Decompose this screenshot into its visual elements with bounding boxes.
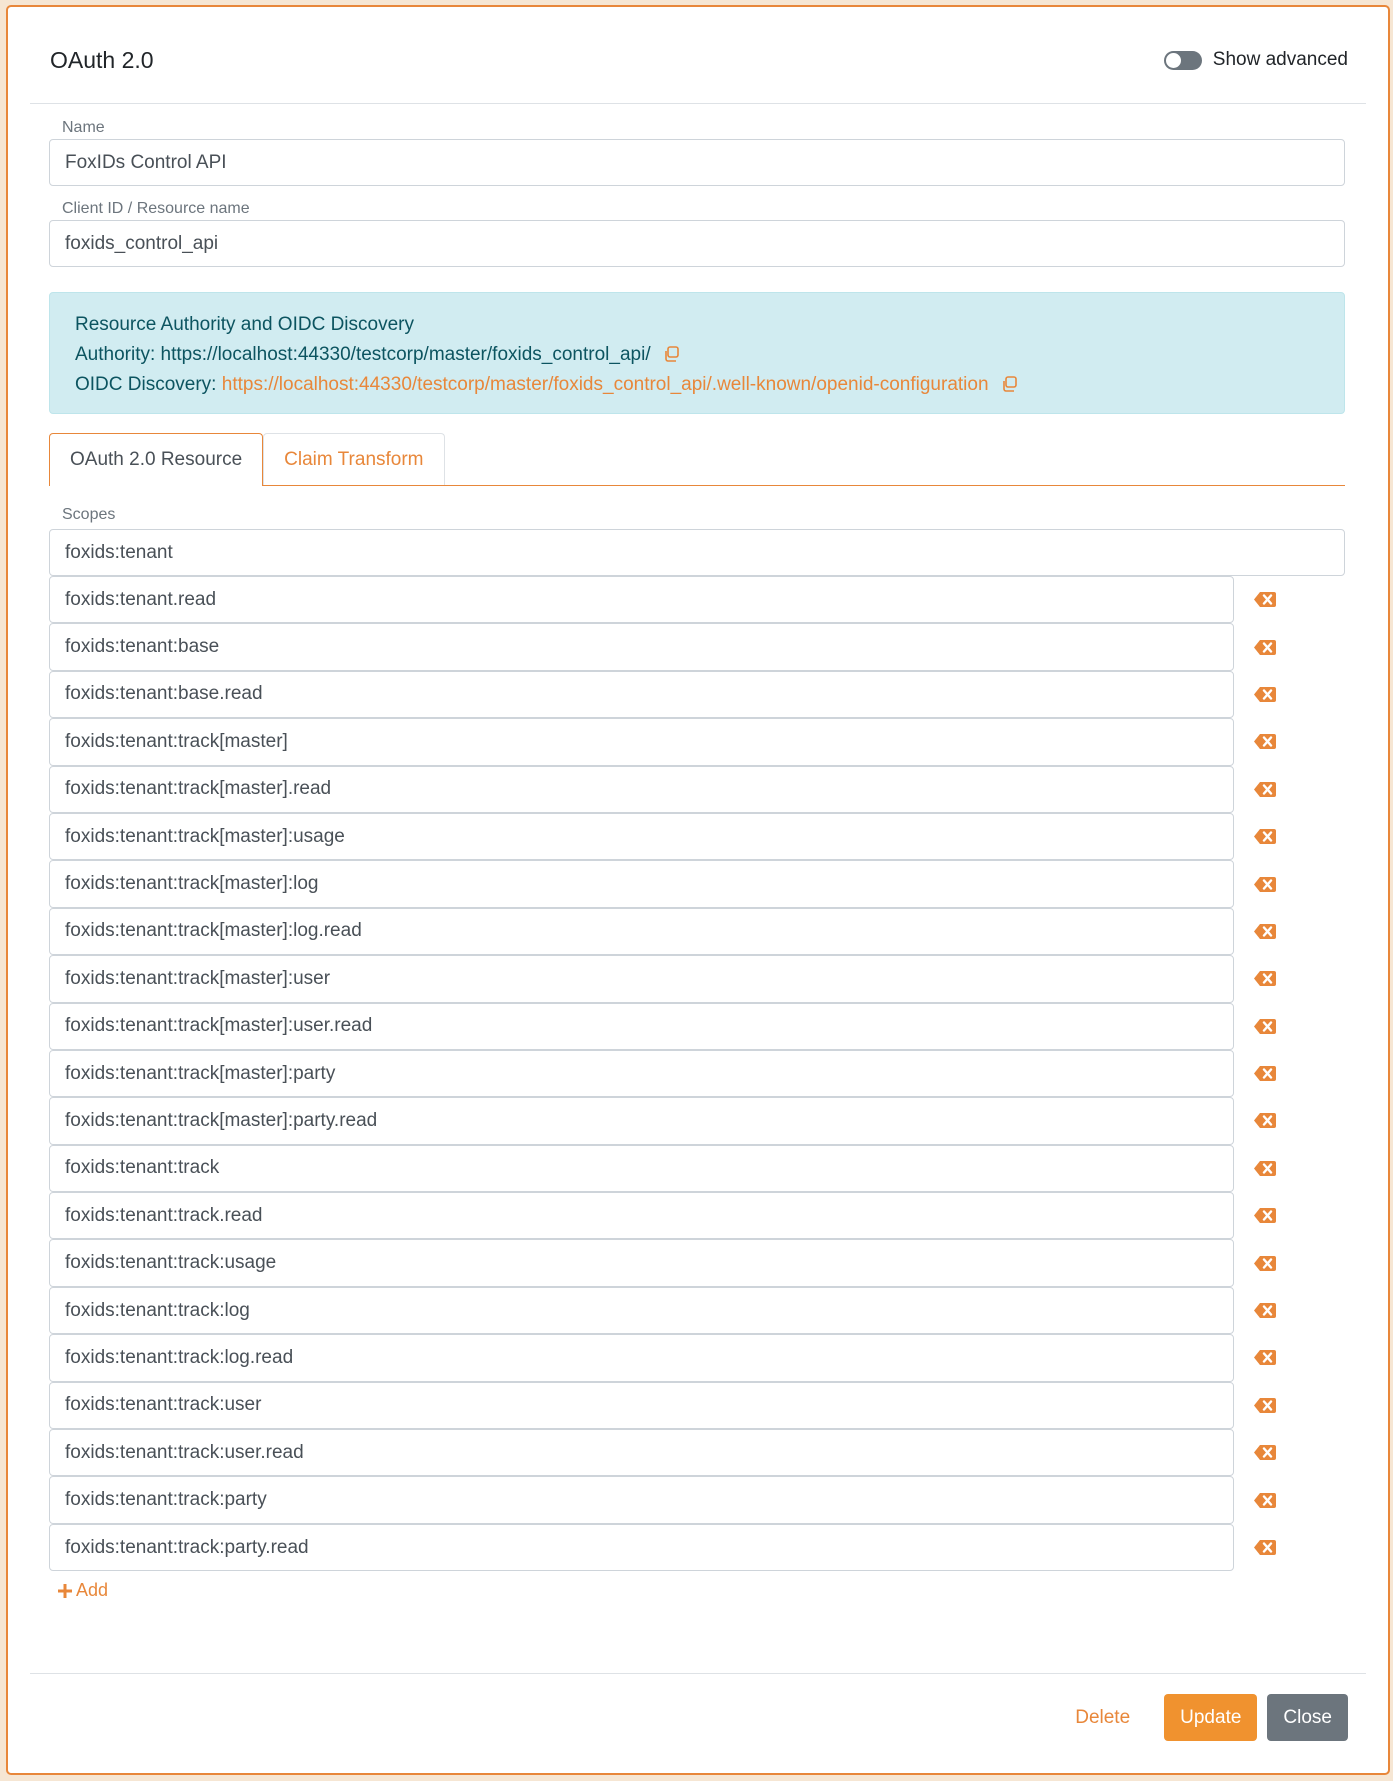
scope-input-first[interactable]: foxids:tenant <box>49 529 1345 576</box>
scope-input[interactable]: foxids:tenant:track[master]:usage <box>49 813 1234 860</box>
scope-row <box>49 1097 1345 1144</box>
name-input[interactable]: FoxIDs Control API <box>49 139 1345 186</box>
scope-row <box>49 766 1345 813</box>
name-field-group <box>49 117 1345 186</box>
authority-line <box>75 340 1319 370</box>
backspace-x-icon[interactable] <box>1254 687 1276 702</box>
scope-input[interactable]: foxids:tenant:track[master]:party.read <box>49 1097 1234 1144</box>
tab-claim-transform[interactable]: Claim Transform <box>263 433 444 485</box>
client-id-label: Client ID / Resource name <box>62 200 250 217</box>
scope-input[interactable]: foxids:tenant:track <box>49 1145 1234 1192</box>
name-label: Name <box>62 119 105 136</box>
dialog-body <box>49 104 1345 1603</box>
show-advanced-toggle[interactable] <box>1164 49 1348 71</box>
scope-row <box>49 1524 1345 1571</box>
scope-input[interactable]: foxids:tenant:track[master]:log <box>49 860 1234 907</box>
backspace-x-icon[interactable] <box>1254 1066 1276 1081</box>
delete-button[interactable]: Delete <box>1059 1694 1146 1741</box>
scope-input[interactable]: foxids:tenant:base <box>49 623 1234 670</box>
discovery-label: OIDC Discovery: <box>75 374 217 395</box>
scope-row <box>49 1145 1345 1192</box>
copy-icon[interactable] <box>1000 375 1018 393</box>
scope-row <box>49 1003 1345 1050</box>
backspace-x-icon[interactable] <box>1254 1493 1276 1508</box>
backspace-x-icon[interactable] <box>1254 1398 1276 1413</box>
add-label: Add <box>76 1580 109 1601</box>
authority-label: Authority: <box>75 344 156 365</box>
scopes-label: Scopes <box>62 506 116 523</box>
scope-row <box>49 1287 1345 1334</box>
scope-row <box>49 955 1345 1002</box>
scope-row <box>49 908 1345 955</box>
backspace-x-icon[interactable] <box>1254 924 1276 939</box>
dialog-footer <box>30 1673 1366 1773</box>
scope-input[interactable]: foxids:tenant:track[master]:log.read <box>49 908 1234 955</box>
scope-input[interactable]: foxids:tenant:track.read <box>49 1192 1234 1239</box>
scope-row <box>49 623 1345 670</box>
scope-input[interactable]: foxids:tenant:track:usage <box>49 1239 1234 1286</box>
backspace-x-icon[interactable] <box>1254 877 1276 892</box>
scope-input[interactable]: foxids:tenant:track[master].read <box>49 766 1234 813</box>
authority-info-alert <box>49 292 1345 414</box>
scope-list <box>49 576 1345 1571</box>
scope-row <box>49 860 1345 907</box>
scope-row <box>49 813 1345 860</box>
scope-input[interactable]: foxids:tenant:track:user <box>49 1382 1234 1429</box>
add-scope-button[interactable] <box>58 1580 108 1601</box>
dialog-title: OAuth 2.0 <box>50 47 154 73</box>
scope-input[interactable]: foxids:tenant:base.read <box>49 671 1234 718</box>
backspace-x-icon[interactable] <box>1254 1256 1276 1271</box>
backspace-x-icon[interactable] <box>1254 734 1276 749</box>
show-advanced-label: Show advanced <box>1212 49 1348 70</box>
scope-input[interactable]: foxids:tenant:track[master]:user.read <box>49 1003 1234 1050</box>
scope-row <box>49 1050 1345 1097</box>
backspace-x-icon[interactable] <box>1254 971 1276 986</box>
backspace-x-icon[interactable] <box>1254 1350 1276 1365</box>
dialog-header <box>30 7 1366 104</box>
info-heading: Resource Authority and OIDC Discovery <box>75 314 414 335</box>
scope-row <box>49 1476 1345 1523</box>
scope-row <box>49 1334 1345 1381</box>
scope-input[interactable]: foxids:tenant:track:party.read <box>49 1524 1234 1571</box>
tab-bar <box>49 434 1345 486</box>
scope-input[interactable]: foxids:tenant.read <box>49 576 1234 623</box>
scope-input[interactable]: foxids:tenant:track:party <box>49 1476 1234 1523</box>
scope-input[interactable]: foxids:tenant:track[master]:party <box>49 1050 1234 1097</box>
client-id-field-group <box>49 198 1345 267</box>
scope-row <box>49 671 1345 718</box>
backspace-x-icon[interactable] <box>1254 829 1276 844</box>
scope-input[interactable]: foxids:tenant:track:log <box>49 1287 1234 1334</box>
backspace-x-icon[interactable] <box>1254 1161 1276 1176</box>
scope-row <box>49 576 1345 623</box>
scope-row <box>49 1239 1345 1286</box>
update-button[interactable]: Update <box>1164 1694 1257 1741</box>
backspace-x-icon[interactable] <box>1254 1019 1276 1034</box>
authority-url: https://localhost:44330/testcorp/master/foxids_control_api/ <box>160 344 651 365</box>
toggle-switch[interactable] <box>1164 51 1202 70</box>
close-button[interactable]: Close <box>1267 1694 1348 1741</box>
plus-icon <box>58 1584 72 1598</box>
tab-oauth-resource[interactable]: OAuth 2.0 Resource <box>49 433 263 486</box>
scope-input[interactable]: foxids:tenant:track[master] <box>49 718 1234 765</box>
scope-input[interactable]: foxids:tenant:track:user.read <box>49 1429 1234 1476</box>
client-id-input[interactable]: foxids_control_api <box>49 220 1345 267</box>
discovery-link[interactable]: https://localhost:44330/testcorp/master/foxids_control_api/.well-known/openid-configuration <box>221 374 989 395</box>
backspace-x-icon[interactable] <box>1254 1540 1276 1555</box>
scope-input[interactable]: foxids:tenant:track:log.read <box>49 1334 1234 1381</box>
backspace-x-icon[interactable] <box>1254 592 1276 607</box>
scope-row <box>49 718 1345 765</box>
backspace-x-icon[interactable] <box>1254 1445 1276 1460</box>
scope-input[interactable]: foxids:tenant:track[master]:user <box>49 955 1234 1002</box>
oauth-dialog <box>6 5 1390 1775</box>
backspace-x-icon[interactable] <box>1254 782 1276 797</box>
backspace-x-icon[interactable] <box>1254 1113 1276 1128</box>
discovery-line <box>75 370 1319 400</box>
copy-icon[interactable] <box>662 345 680 363</box>
backspace-x-icon[interactable] <box>1254 1303 1276 1318</box>
backspace-x-icon[interactable] <box>1254 640 1276 655</box>
scope-row <box>49 1192 1345 1239</box>
scope-row <box>49 1429 1345 1476</box>
backspace-x-icon[interactable] <box>1254 1208 1276 1223</box>
scope-row <box>49 1382 1345 1429</box>
